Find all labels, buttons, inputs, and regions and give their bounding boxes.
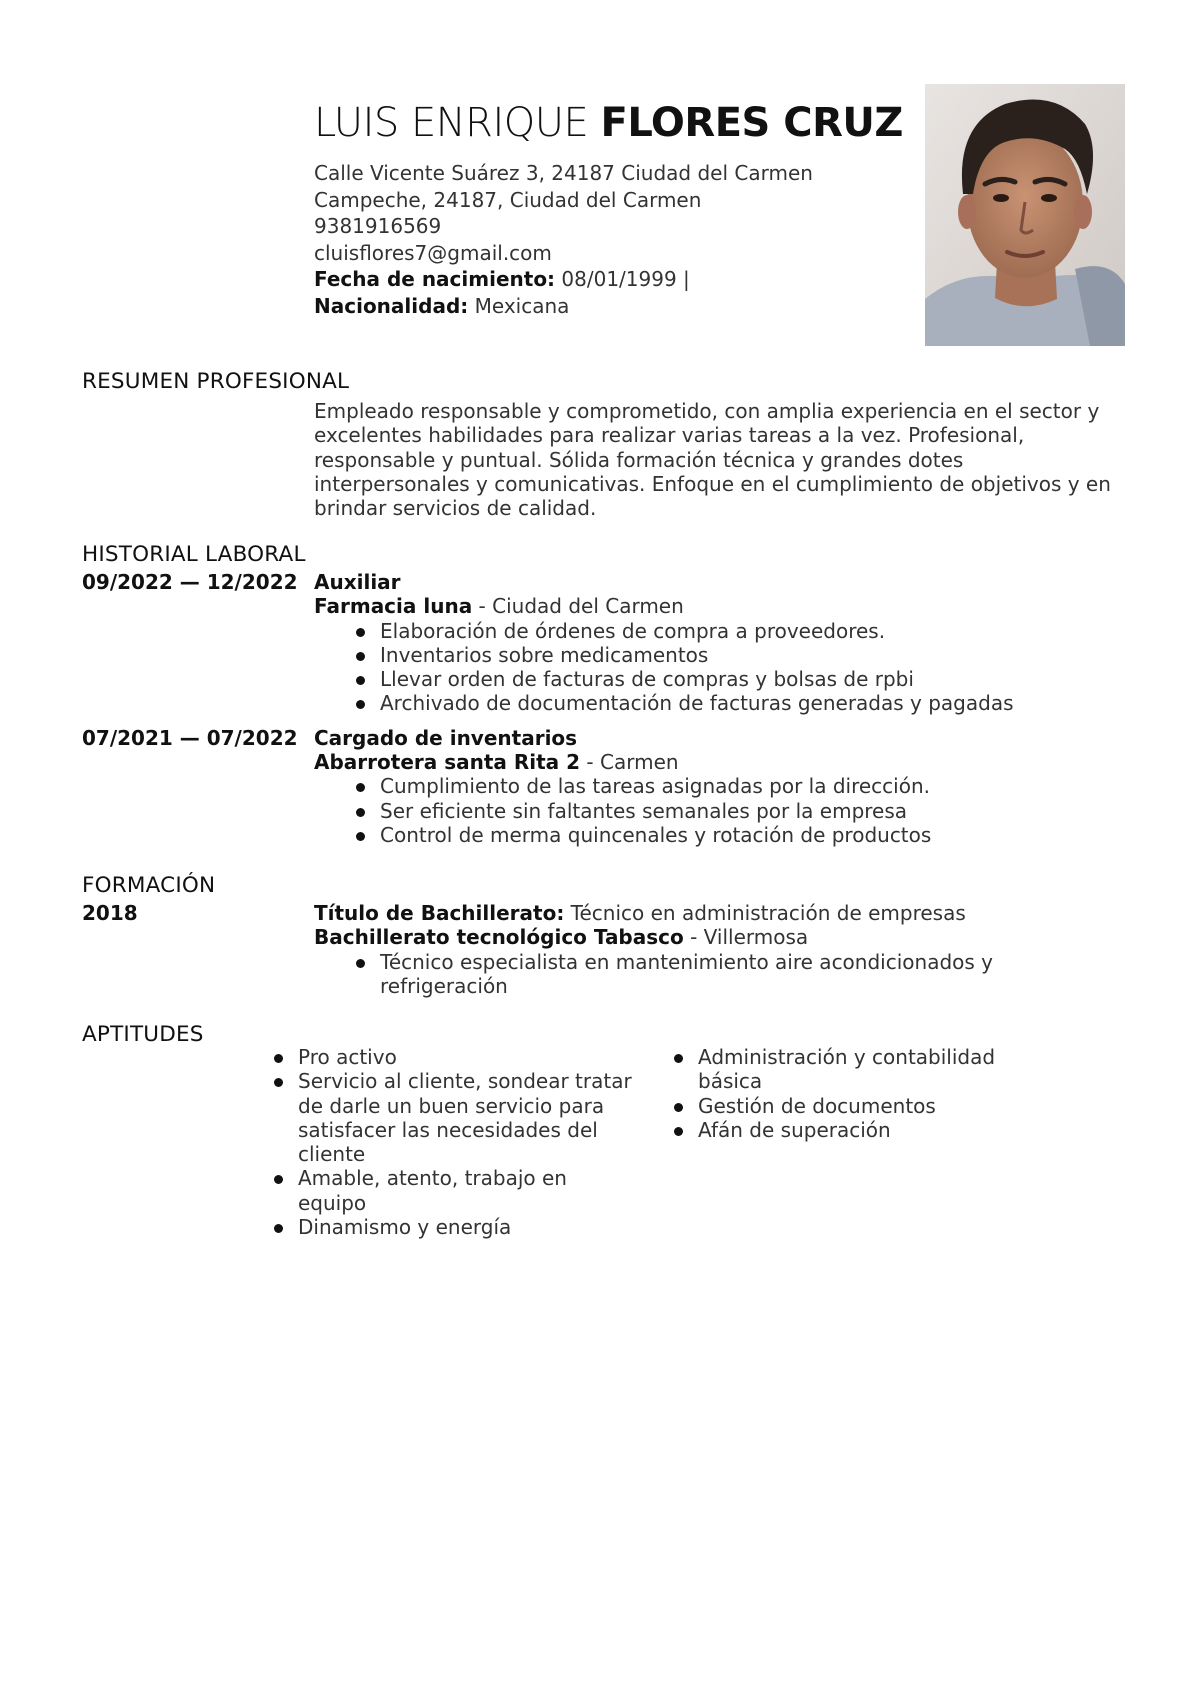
nationality-label: Nacionalidad: — [314, 293, 469, 318]
job-company-row — [314, 594, 1122, 618]
summary-section — [82, 369, 1122, 521]
list-item: Técnico especialista en mantenimiento aire acondicionados y refrigeración — [354, 950, 1074, 999]
list-item: Control de merma quincenales y rotación de productos — [354, 823, 1122, 847]
birth-date-value: 08/01/1999 | — [561, 267, 690, 291]
education-notes — [354, 950, 1074, 999]
school-name: Bachillerato tecnológico Tabasco — [314, 925, 684, 950]
work-section — [82, 542, 1122, 847]
section-title-summary: RESUMEN PROFESIONAL — [82, 369, 350, 394]
degree-row — [314, 901, 1122, 925]
job-company: Abarrotera santa Rita 2 — [314, 750, 581, 775]
job-entry — [82, 726, 1122, 847]
list-item: Amable, atento, trabajo en equipo — [272, 1166, 638, 1215]
section-title-work: HISTORIAL LABORAL — [82, 542, 306, 567]
nationality-row — [314, 293, 914, 320]
degree-value: Técnico en administración de empresas — [564, 901, 966, 925]
skills-column-1 — [272, 1045, 652, 1239]
first-name: LUIS ENRIQUE — [314, 100, 589, 146]
list-item: Servicio al cliente, sondear tratar de darle un buen servicio para satisfacer las necesidades del cliente — [272, 1069, 638, 1166]
list-item: Ser eficiente sin faltantes semanales por la empresa — [354, 799, 1122, 823]
list-item: Dinamismo y energía — [272, 1215, 638, 1239]
job-dates: 07/2021 — 07/2022 — [82, 725, 298, 750]
last-name: FLORES CRUZ — [600, 100, 903, 146]
profile-photo — [925, 84, 1125, 346]
job-tasks — [354, 774, 1122, 847]
summary-text: Empleado responsable y comprometido, con amplia experiencia en el sector y excelentes habilidades para realizar varias tareas a la vez. Profesional, responsable y puntual. Sólida formación técnica y grandes dotes interpersonales y comunicativas. Enfoque en el cumplimiento de objetivos y en brindar servicios de calidad. — [314, 399, 1111, 521]
skills-list — [272, 1045, 1052, 1239]
address-line2: Campeche, 24187, Ciudad del Carmen — [314, 187, 702, 212]
school-location: - Villermosa — [683, 925, 809, 950]
job-company: Farmacia luna — [314, 594, 473, 619]
contact-info — [314, 160, 914, 319]
job-dates: 09/2022 — 12/2022 — [82, 570, 298, 594]
nationality-value: Mexicana — [474, 293, 570, 318]
list-item: Afán de superación — [672, 1118, 1052, 1142]
list-item: Llevar orden de facturas de compras y bolsas de rpbi — [354, 667, 1122, 691]
list-item: Inventarios sobre medicamentos — [354, 643, 1122, 667]
school-row — [314, 925, 1122, 949]
email: cluisflores7@gmail.com — [314, 240, 552, 265]
list-item: Gestión de documentos — [672, 1094, 1052, 1118]
list-item: Cumplimiento de las tareas asignadas por la dirección. — [354, 774, 1122, 798]
skills-column-2 — [672, 1045, 1052, 1239]
job-tasks — [354, 619, 1122, 716]
portrait-image — [925, 84, 1125, 346]
list-item: Archivado de documentación de facturas generadas y pagadas — [354, 691, 1122, 715]
list-item: Administración y contabilidad básica — [672, 1045, 1052, 1094]
section-title-skills: APTITUDES — [82, 1022, 204, 1047]
job-position: Auxiliar — [314, 570, 401, 594]
education-section — [82, 873, 1122, 998]
section-title-education: FORMACIÓN — [82, 873, 216, 898]
list-item: Elaboración de órdenes de compra a proveedores. — [354, 619, 1122, 643]
resume-header — [314, 96, 914, 319]
education-details — [314, 901, 1122, 998]
address-line1: Calle Vicente Suárez 3, 24187 Ciudad del Carmen — [314, 161, 813, 185]
education-year: 2018 — [82, 901, 138, 925]
phone: 9381916569 — [314, 214, 442, 238]
job-company-row — [314, 750, 1122, 774]
degree-label: Título de Bachillerato: — [314, 901, 565, 925]
full-name — [314, 96, 914, 150]
education-entry — [82, 901, 1122, 998]
job-location: - Carmen — [580, 750, 679, 775]
job-entry — [82, 570, 1122, 716]
birth-date-row — [314, 266, 914, 293]
list-item: Pro activo — [272, 1045, 638, 1069]
job-details — [314, 570, 1122, 716]
job-location: - Ciudad del Carmen — [472, 594, 684, 619]
birth-date-label: Fecha de nacimiento: — [314, 267, 556, 291]
job-position: Cargado de inventarios — [314, 725, 578, 750]
job-details — [314, 726, 1122, 847]
